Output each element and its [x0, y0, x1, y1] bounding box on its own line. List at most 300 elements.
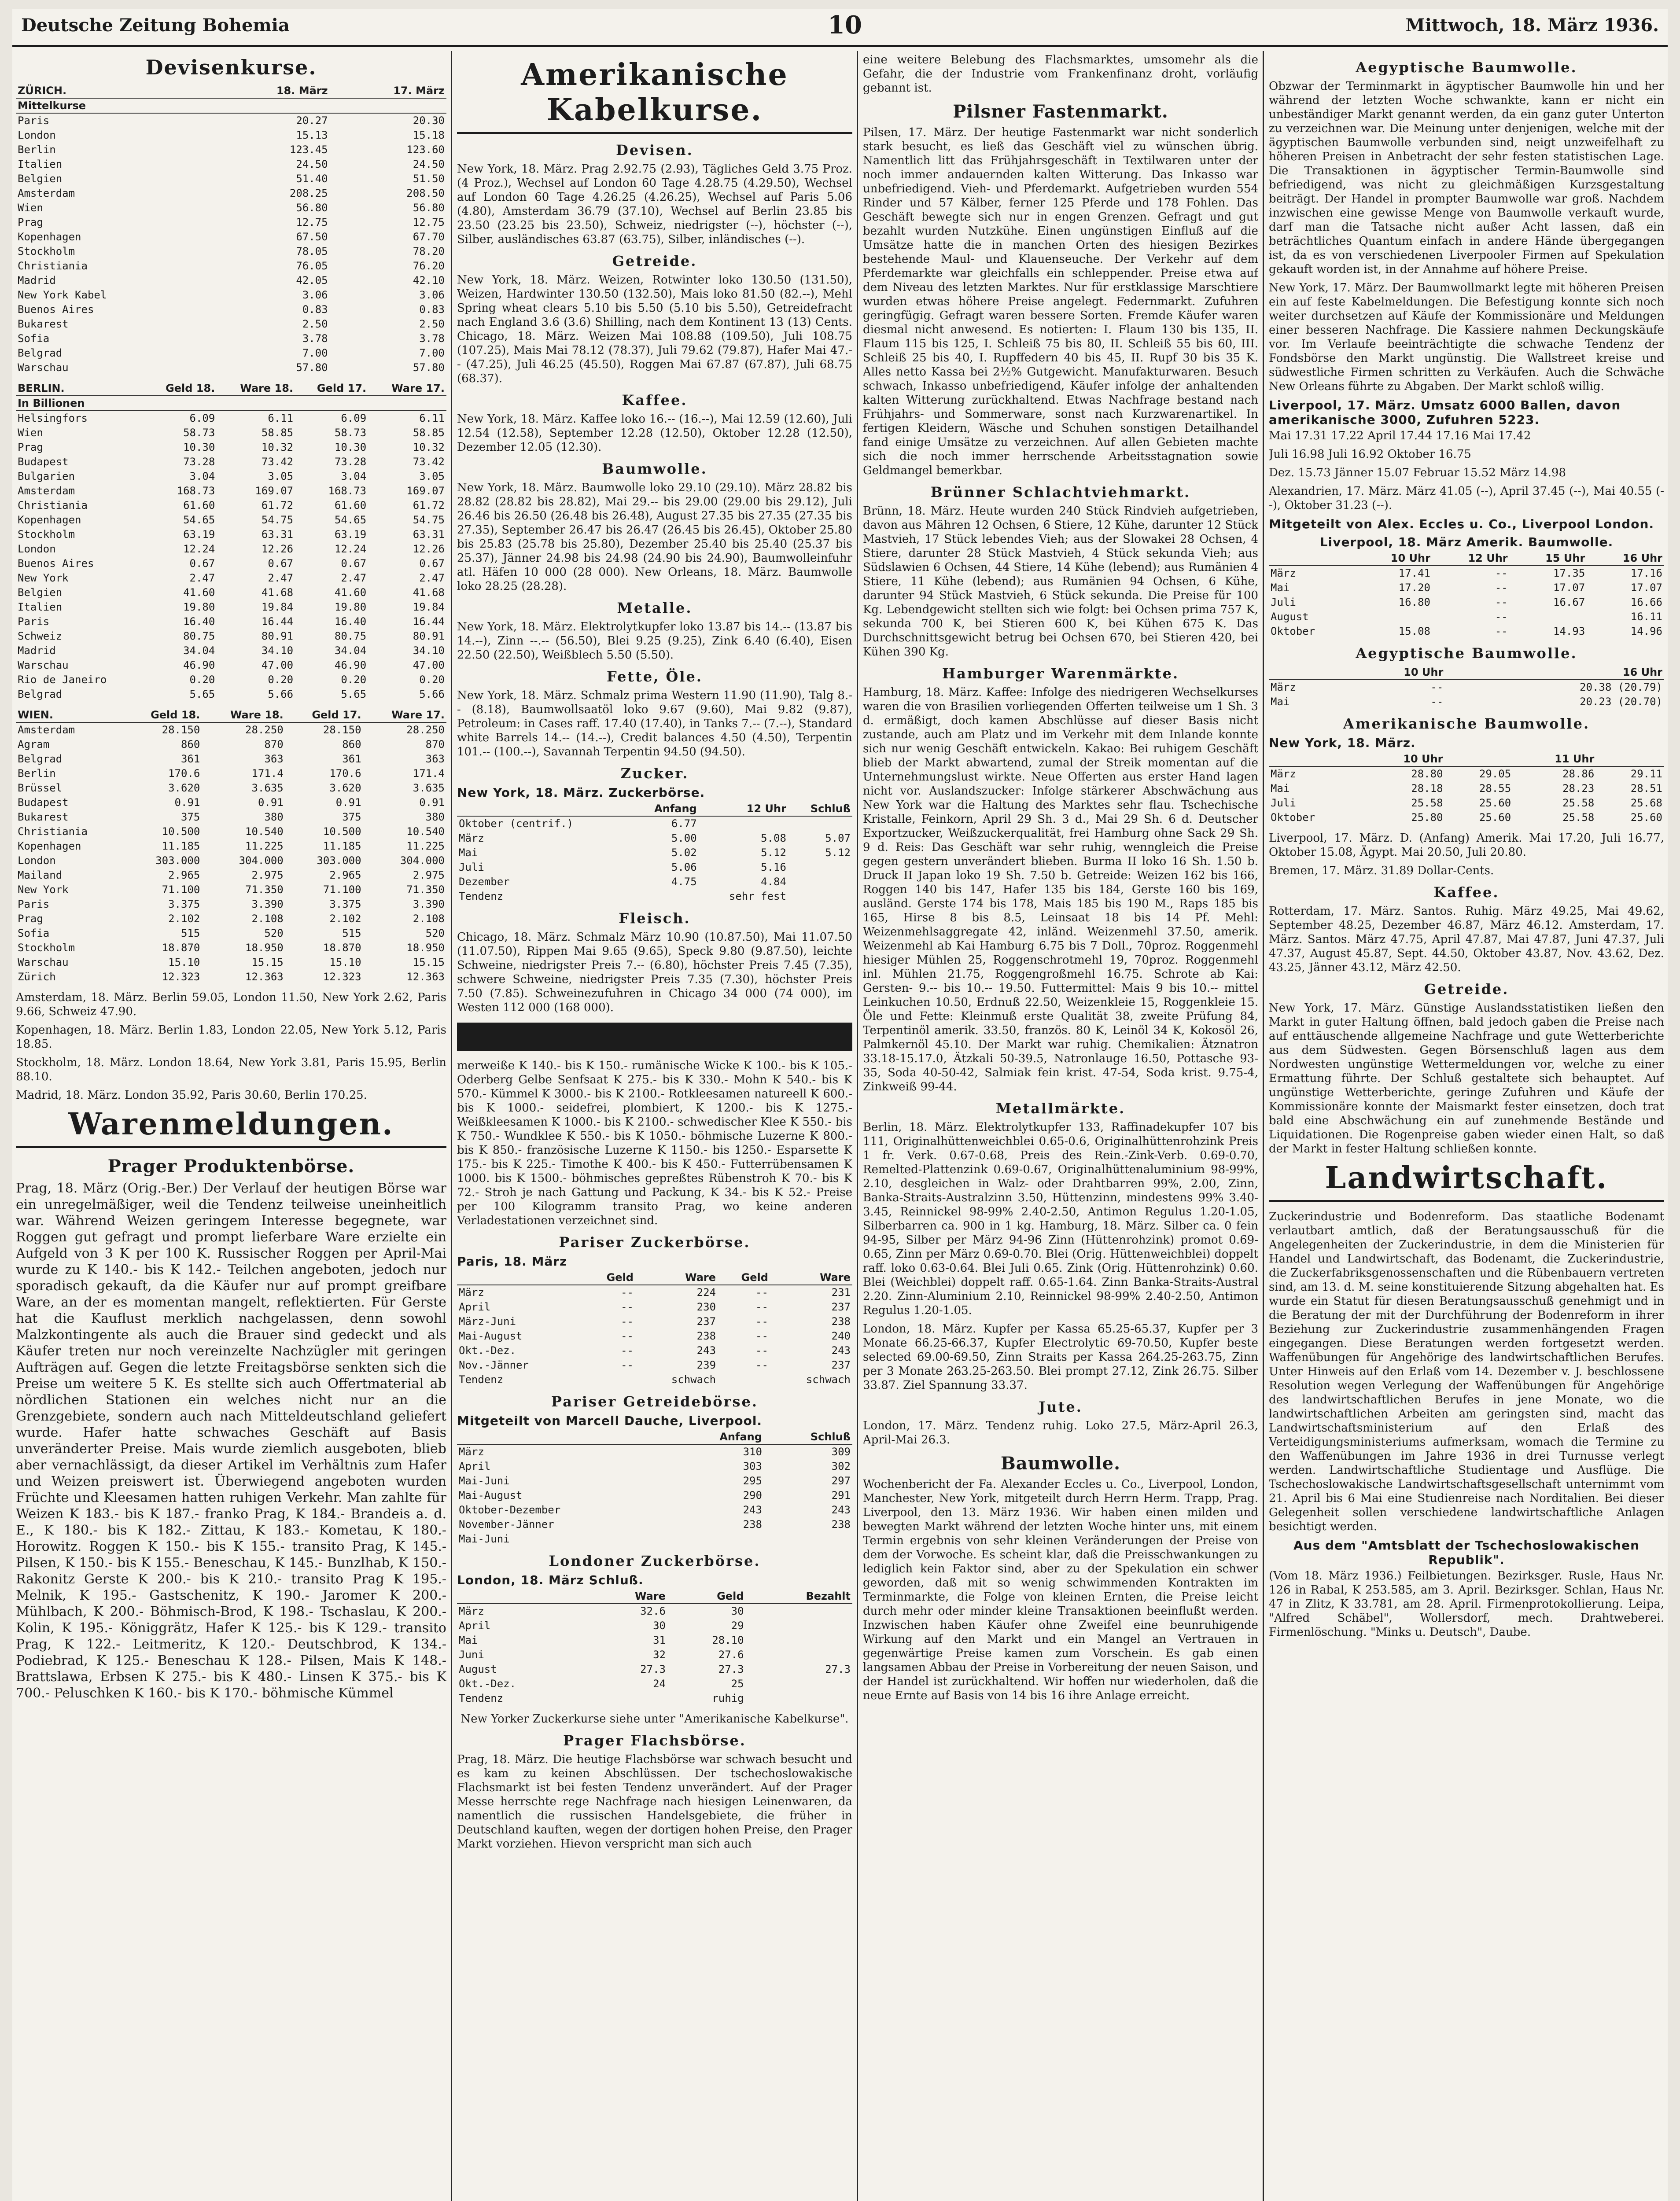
table-header: Ware — [592, 1589, 667, 1604]
rate-cell: 3.390 — [251, 898, 284, 910]
liverpool-line: Liverpool, 17. März. Umsatz 6000 Ballen, davon amerikanische 3000, Zufuhren 5223. — [1269, 398, 1621, 427]
rate-cell: 231 — [831, 1286, 851, 1299]
rate-cell: 860 — [342, 738, 361, 751]
rate-cell: -- — [1495, 582, 1508, 594]
table-header: 10 Uhr — [1355, 551, 1432, 566]
getreide-heading: Getreide. — [612, 253, 697, 269]
rate-cell: -- — [621, 1359, 634, 1371]
table-row — [457, 1358, 852, 1373]
rate-cell: 302 — [831, 1460, 851, 1472]
rate-cell: 28.18 — [1411, 782, 1443, 795]
rate-cell: 47.00 — [261, 659, 294, 671]
rate-cell: -- — [621, 1330, 634, 1342]
page-number: 10 — [828, 11, 862, 40]
table-row — [16, 824, 446, 839]
wien-rates-table — [16, 708, 446, 984]
metalle-report: New York, 18. März. Elektrolytkupfer loko 13.87 bis 14.-- (13.87 bis 14.--), Zinn --.-- (56.50), Blei 9.25 (9.25), Zink 6.40 (6.40), Eisen 22.50 (22.50), Weißblech 5.50 (5.50). — [457, 620, 852, 662]
rate-cell: 57.80 — [296, 361, 328, 374]
rate-cell: 3.05 — [268, 470, 294, 482]
rate-cell: 4.75 — [671, 876, 697, 888]
ny-cotton-report: New York, 17. März. Der Baumwollmarkt legte mit höheren Preisen ein auf feste Kabelmeldungen. Die Befestigung konnte sich noch weiter durchsetzen auf Käufe der Kommissionäre und Meldungen einer besseren Nachfrage. Die Kassiere nahmen Deckungskäufe vor. Im Verlaufe beeinträchtigte die schwache Tendenz der Fondsbörse den Markt ungünstig. Die Wallstreet kreise und südwestliche Firmen schritten zu Verkäufen. Auch die Schwäche New Orleans führte zu Abgaben. Der Markt schloß willig. — [1269, 281, 1664, 393]
row-label: Mai — [459, 847, 478, 859]
row-label: Sofia — [18, 927, 50, 939]
table-row — [16, 302, 446, 317]
rate-cell: 10.30 — [183, 441, 215, 453]
table-header: BERLIN. — [16, 381, 144, 396]
row-label: Dezember — [459, 876, 510, 888]
american-cotton-subtitle: New York, 18. März. — [1269, 736, 1416, 750]
grain-exchange-table — [457, 1430, 852, 1546]
table-header: 16 Uhr — [1454, 665, 1664, 680]
rate-cell — [583, 1373, 635, 1387]
metalle-heading: Metalle. — [617, 600, 693, 616]
rate-cell: 3.78 — [302, 332, 328, 345]
rate-cell: 2.965 — [329, 869, 361, 881]
rate-cell: 3.05 — [419, 470, 445, 482]
paris-sugar-subtitle: Paris, 18. März — [457, 1254, 567, 1269]
rate-cell: 16.67 — [1553, 596, 1585, 608]
rate-cell: 16.11 — [1630, 611, 1662, 623]
rate-cell: 2.50 — [419, 318, 445, 330]
row-label: Tendenz — [459, 1373, 504, 1386]
rate-cell: 243 — [831, 1504, 851, 1516]
rate-cell: 73.42 — [413, 456, 445, 468]
row-label: Schweiz — [18, 630, 63, 642]
row-label: Mai-Juni — [459, 1533, 510, 1545]
rate-cell: 28.150 — [323, 724, 361, 736]
table-row — [457, 1285, 852, 1300]
rate-cell: -- — [621, 1301, 634, 1313]
rate-cell: 28.23 — [1562, 782, 1595, 795]
getreide-heading-2: Getreide. — [1424, 981, 1509, 997]
rate-cell: 2.108 — [251, 913, 284, 925]
grain-exchange-heading: Pariser Getreidebörse. — [551, 1393, 758, 1410]
rate-cell: 51.40 — [296, 173, 328, 185]
table-row — [16, 128, 446, 143]
table-row — [457, 1604, 852, 1619]
rate-cell: 29 — [731, 1619, 744, 1632]
rate-cell: 10.32 — [261, 441, 294, 453]
table-row — [457, 889, 852, 904]
rate-cell: 80.75 — [334, 630, 367, 642]
row-label: Budapest — [18, 456, 69, 468]
table-row — [16, 926, 446, 941]
rate-cell: 20.27 — [296, 114, 328, 127]
rate-cell: 28.80 — [1411, 768, 1443, 780]
prague-heading: Prager Produktenbörse. — [107, 1156, 355, 1177]
rate-cell: -- — [755, 1359, 768, 1371]
rate-cell: 12.323 — [162, 971, 200, 983]
devisen-heading: Devisen. — [616, 142, 693, 158]
rate-cell: 42.05 — [296, 274, 328, 287]
rate-cell — [764, 1532, 852, 1546]
table-row — [1269, 781, 1664, 796]
row-label: Oktober-Dezember — [459, 1504, 561, 1516]
row-label: November-Jänner — [459, 1518, 554, 1531]
rate-cell: 0.20 — [268, 674, 294, 686]
table-row — [16, 201, 446, 215]
rate-cell: 10.500 — [162, 825, 200, 838]
rate-cell: 303 — [743, 1460, 762, 1472]
row-label: März — [1271, 768, 1296, 780]
rate-cell: 56.80 — [413, 202, 445, 214]
row-label: New York Kabel — [18, 289, 107, 301]
rate-cell: 46.90 — [183, 659, 215, 671]
row-label: Belgien — [18, 173, 63, 185]
rate-cell: 5.08 — [761, 832, 786, 844]
rate-cell: 237 — [831, 1359, 851, 1371]
row-label: Belgrad — [18, 753, 63, 765]
table-row — [16, 556, 446, 571]
rate-cell: 6.77 — [671, 817, 697, 830]
rate-cell: 6.09 — [341, 412, 367, 424]
prague-report-continued: merweiße K 140.- bis K 150.- rumänische Wicke K 100.- bis K 105.- Oderberg Gelbe Senfsaat K 275.- bis K 330.- Mohn K 540.- bis K 570.- Kümmel K 3000.- bis K 2100.- Rotkleesamen natureell K 600.- bis K 1000.- seidefrei, plombiert, K 1200.- bis K 1275.- Weißkleesamen K 1000.- bis K 2100.- schwedischer Klee K 550.- bis K 750.- Wundklee K 550.- bis K 1050.- böhmische Luzerne K 800.- bis K 850.- französische Luzerne K 1150.- bis 1250.- Esparsette K 175.- bis K 225.- Timothe K 400.- bis K 450.- Futterrübensamen K 1000. bis K 1500.- böhmisches gepreßtes Rübenstroh K 70.- bis K 72.- Stroh je nach Gattung und Packung, K 34.- bis K 52.- Preise per 100 Kilogramm transito Prag, wo keine anderen Verladestationen verzeichnet sind. — [457, 1059, 852, 1227]
row-label: Amsterdam — [18, 485, 75, 497]
rate-cell: 25.68 — [1630, 797, 1662, 809]
misc-rates-line: Amsterdam, 18. März. Berlin 59.05, London 11.50, New York 2.62, Paris 9.66, Schweiz 47.90. — [16, 991, 446, 1018]
ny-sugar-table — [457, 802, 852, 904]
row-label: Stockholm — [18, 942, 75, 954]
table-row — [16, 941, 446, 955]
rate-cell: -- — [621, 1315, 634, 1328]
row-label: Christiania — [18, 825, 88, 838]
table-row — [16, 143, 446, 157]
row-label: Paris — [18, 615, 50, 628]
row-label: Helsingfors — [18, 412, 88, 424]
rate-cell: -- — [1495, 567, 1508, 579]
rate-cell: 2.102 — [168, 913, 200, 925]
rate-cell: 25.58 — [1562, 811, 1595, 824]
rate-cell: 25.80 — [1411, 811, 1443, 824]
rate-cell: 0.91 — [335, 796, 361, 809]
amtsblatt-heading: Aus dem "Amtsblatt der Tschechoslowakischen Republik". — [1293, 1538, 1640, 1567]
row-label: Amsterdam — [18, 187, 75, 199]
rate-cell — [746, 1691, 852, 1706]
rate-cell: 12.75 — [413, 216, 445, 228]
table-header: Geld — [667, 1589, 746, 1604]
rate-cell: 54.75 — [261, 514, 294, 526]
column-4 — [1269, 53, 1664, 2201]
rate-cell: 41.68 — [261, 586, 294, 599]
rate-cell: 34.10 — [413, 644, 445, 657]
table-row — [16, 273, 446, 288]
table-row — [1269, 680, 1664, 695]
rate-cell: 230 — [696, 1301, 716, 1313]
rate-cell — [1510, 610, 1587, 624]
metals-report: Berlin, 18. März. Elektrolytkupfer 133, Raffinadekupfer 107 bis 111, Originalhüttenweichblei 0.65-0.6, Originalhüttenrohzink Preis 1 fr. Verk. 0.67-0.68, Preis des Rein.-Zink-Verb. 0.69-0.70, Remelted-Plattenzink 0.69-0.67, Originalhüttenaluminium 98-99%, 2.10, desgleichen in Walz- oder Drahtbarren 99%, 2.00, Zinn, Banka-Straits-Australzinn 3.50, Hüttenzinn, mindestens 99% 3.40-3.45, Reinnickel 98-99% 2.40-2.50, Antimon Regulus 1.20-1.05, Silberbarren ca. 900 in 1 kg. Hamburg, 18. März. Silber ca. 0 fein 94-95, Silber per März 94-96 Zinn (Hüttenrohzink) promot 0.69-0.65, Zinn per März 0.69-0.70. Blei (Orig. Hüttenweichblei) doppelt raff. loko 0.63-0.64. Blei Juli 0.65. Zink (Orig. Hüttenrohzink) 0.60. Blei (Weichblei) doppelt raff. 0.65-1.64. Zinn Banka-Straits-Austral 2.20. Zinn-Aluminium 2.10, Reinnickel 98-99% 2.40-2.50, Antimon Regulus 1.20-1.05. — [863, 1121, 1258, 1317]
table-row — [16, 157, 446, 172]
table-row — [16, 455, 446, 469]
table-row — [16, 687, 446, 702]
rate-cell: 61.72 — [413, 499, 445, 512]
rate-cell: 17.07 — [1630, 582, 1662, 594]
rate-cell: 0.20 — [419, 674, 445, 686]
rate-cell: 27.6 — [718, 1649, 744, 1661]
rate-cell: 61.72 — [261, 499, 294, 512]
berlin-rates-table — [16, 381, 446, 702]
row-label: Madrid — [18, 644, 56, 657]
rate-cell: 520 — [425, 927, 445, 939]
flachs-report: Prag, 18. März. Die heutige Flachsbörse war schwach besucht und es kam zu keinen Abschlüssen. Der tschechoslowakische Flachsmarkt ist bei festen Tendenz unverändert. Auf der Prager Messe herrschte rege Nachfrage nach hiesigen Leinenwaren, da namentlich die russischen Handelsgebiete, die früher in Deutschland kauften, wegen der dortigen hohen Preise, den Prager Markt vorziehen. Hievon verspricht man sich auch — [457, 1753, 852, 1851]
rate-cell: 6.09 — [189, 412, 215, 424]
rate-cell: 3.04 — [189, 470, 215, 482]
rate-cell: 51.50 — [413, 173, 445, 185]
row-label: Mai-August — [459, 1489, 523, 1502]
rate-cell: 2.50 — [302, 318, 328, 330]
rate-cell: 10.32 — [413, 441, 445, 453]
newspaper-page — [12, 9, 1668, 2201]
rate-cell: 31 — [653, 1634, 666, 1646]
table-row — [16, 644, 446, 658]
rate-cell: 0.91 — [419, 796, 445, 809]
rate-cell: 57.80 — [413, 361, 445, 374]
table-header: Schluß — [788, 802, 852, 816]
table-row — [16, 955, 446, 970]
row-label: Oktober (centrif.) — [459, 817, 574, 830]
kaffee-report-2: Rotterdam, 17. März. Santos. Ruhig. März 49.25, Mai 49.62, September 48.25, Dezember 46.87, März 46.12. Amsterdam, 17. März. Santos. März 47.75, April 47.87, Mai 47.87, Juni 47.37, Juli 47.37, August 45.87, Sept. 44.50, Oktober 43.87, Nov. 43.62, Dez. 43.25, Jänner 43.12, März 42.50. — [1269, 905, 1664, 974]
liverpool-quote-row: Mai 17.31 17.22 April 17.44 17.16 Mai 17.42 — [1269, 429, 1531, 442]
table-header: Schluß — [764, 1430, 852, 1444]
bruenn-report: Brünn, 18. März. Heute wurden 240 Stück Rindvieh aufgetrieben, davon aus Mähren 12 Ochsen, 6 Stiere, 12 Kühe, darunter 12 Stück Mastvieh, 17 Stück lebendes Vieh; aus der Slowakei 28 Ochsen, 4 Stiere, darunter 28 Stück Mastvieh, 4 Stück sekunda Vieh; aus Südslawien 6 Ochsen, 44 Stiere, 14 Kühe (lebend); aus Rumänien 4 Stiere, 11 Kühe (lebend); aus Rumänien 94 Ochsen, 6 Kühe, darunter 94 Stück Mastvieh, 6 Stück sekunda. Die Preise für 100 Kg. Lebendgewicht stellten sich wie folgt: bei Ochsen prima 757 K, sekunda 700 K, bei Stieren 600 K, bei Kühen 675 K. Das Durchschnittsgewicht betrug bei Ochsen 670, bei Stieren 420, bei Kühen 390 Kg. — [863, 504, 1258, 659]
jute-heading: Jute. — [1039, 1399, 1083, 1415]
rate-cell: 18.950 — [406, 942, 445, 954]
rate-cell: 34.04 — [183, 644, 215, 657]
rate-cell: 54.75 — [413, 514, 445, 526]
row-label: New York — [18, 572, 69, 584]
row-label: New York — [18, 883, 69, 896]
rate-cell: 363 — [264, 753, 284, 765]
table-header: Anfang — [631, 802, 699, 816]
getreide-report-2: New York, 17. März. Günstige Auslandsstatistiken ließen den Markt in guter Haltung öffnen, bald jedoch gaben die Preise nach auf enttäuschende allgemeine Nachfrage und gute Wetterberichte aus dem Südwesten. Gegen Börsenschluß lagen aus dem Nordwesten ungünstige Wettermeldungen vor, welche zu einer Ermattung führte. Der Schluß gestaltete sich behauptet. Auf ungünstige Wetterberichte, geringe Zufuhren und Käufe der Kommissionäre konnte der Maismarkt fester einsetzen, doch trat bald eine Abschwächung ein auf zunehmende Bestände und Liquidationen. Die Rogenpreise gaben wieder einen Halt, so daß der Markt in fester Haltung schließen konnte. — [1269, 1001, 1664, 1156]
rate-cell: 28.150 — [162, 724, 200, 736]
alexandria-line: Alexandrien, 17. März. März 41.05 (--), April 37.45 (--), Mai 40.55 (--), Oktober 31.23 (--). — [1269, 485, 1664, 512]
table-row — [1269, 624, 1664, 639]
rate-cell: 58.85 — [413, 427, 445, 439]
table-header: 12 Uhr — [699, 802, 788, 816]
table-row — [1269, 810, 1664, 825]
liverpool-quote-row: Juli 16.98 Juli 16.92 Oktober 16.75 — [1269, 448, 1471, 461]
rate-cell: 16.40 — [183, 615, 215, 628]
metals-heading: Metallmärkte. — [995, 1100, 1126, 1117]
table-row — [1269, 566, 1664, 581]
table-row — [16, 673, 446, 687]
rate-cell: 24.50 — [296, 158, 328, 170]
rate-cell: 14.93 — [1553, 625, 1585, 637]
rate-cell: 208.50 — [406, 187, 445, 199]
rate-cell: 0.67 — [268, 557, 294, 570]
table-row — [457, 1373, 852, 1387]
table-row — [457, 1474, 852, 1488]
row-label: London — [18, 129, 56, 141]
row-label: Warschau — [18, 361, 69, 374]
rate-cell — [788, 816, 852, 831]
rate-cell: 0.67 — [419, 557, 445, 570]
rate-cell — [1355, 610, 1432, 624]
table-row — [16, 361, 446, 375]
rate-cell: 123.45 — [289, 144, 328, 156]
row-label: April — [459, 1301, 491, 1313]
table-header: 15 Uhr — [1510, 551, 1587, 566]
rate-cell: 361 — [181, 753, 200, 765]
row-label: Belgrad — [18, 347, 63, 359]
rate-cell: 41.60 — [183, 586, 215, 599]
table-row — [457, 1633, 852, 1648]
rate-cell: 363 — [425, 753, 445, 765]
rate-cell: 2.975 — [251, 869, 284, 881]
rate-cell: 237 — [831, 1301, 851, 1313]
row-label: Belgien — [18, 586, 63, 599]
table-row — [16, 868, 446, 883]
rate-cell: 54.65 — [334, 514, 367, 526]
rate-cell: 27.3 — [640, 1663, 666, 1675]
row-label: Juli — [459, 861, 484, 873]
row-label: Christiania — [18, 260, 88, 272]
rate-cell: 15.13 — [296, 129, 328, 141]
table-header — [1445, 752, 1513, 766]
misc-rates-line: Stockholm, 18. März. London 18.64, New York 3.81, Paris 15.95, Berlin 88.10. — [16, 1056, 446, 1083]
rate-cell: schwach — [806, 1373, 851, 1386]
london-sugar-subtitle: London, 18. März Schluß. — [457, 1573, 644, 1587]
flachs-report-continued: eine weitere Belebung des Flachsmarktes, umsomehr als die Gefahr, die der Industrie vom Frankenfinanz droht, vorläufig gebannt ist. — [863, 53, 1258, 95]
rate-cell: 80.91 — [413, 630, 445, 642]
table-row — [16, 331, 446, 346]
rate-cell: 2.47 — [341, 572, 367, 584]
table-header: Ware — [770, 1270, 852, 1285]
rate-cell: -- — [1430, 681, 1444, 693]
rate-cell: 6.11 — [419, 412, 445, 424]
rate-cell: 76.20 — [413, 260, 445, 272]
column-1 — [16, 53, 446, 2201]
table-header — [1269, 665, 1340, 680]
row-label: Oktober — [1271, 811, 1315, 824]
london-sugar-heading: Londoner Zuckerbörse. — [549, 1553, 761, 1569]
row-label: Berlin — [18, 767, 56, 780]
column-3 — [863, 53, 1258, 2201]
american-cotton-rows — [1269, 766, 1664, 825]
table-row — [1269, 695, 1664, 709]
row-label: Brüssel — [18, 782, 63, 794]
rate-cell: 32 — [653, 1649, 666, 1661]
ny-sugar-note: New Yorker Zuckerkurse siehe unter "Amerikanische Kabelkurse". — [461, 1712, 849, 1726]
row-label: Italien — [18, 601, 63, 613]
rate-cell: 25.60 — [1479, 811, 1511, 824]
rate-cell: 870 — [264, 738, 284, 751]
rate-cell: 0.20 — [341, 674, 367, 686]
rate-cell: 5.65 — [189, 688, 215, 700]
rate-cell — [746, 1604, 852, 1619]
row-label: Budapest — [18, 796, 69, 809]
table-header: 10 Uhr — [1340, 665, 1445, 680]
rate-cell: 380 — [264, 811, 284, 823]
rate-cell: 3.375 — [168, 898, 200, 910]
row-label: Nov.-Jänner — [459, 1359, 529, 1371]
rate-cell: 3.78 — [419, 332, 445, 345]
table-row — [16, 186, 446, 201]
table-row — [16, 752, 446, 766]
rate-cell: 15.18 — [413, 129, 445, 141]
rate-cell: 18.950 — [245, 942, 284, 954]
rate-cell: 5.65 — [341, 688, 367, 700]
row-label: Italien — [18, 158, 63, 170]
table-row — [16, 585, 446, 600]
rate-cell: 168.73 — [328, 485, 367, 497]
table-row — [16, 600, 446, 615]
rate-cell: 25 — [731, 1678, 744, 1690]
table-header: Ware 18. — [217, 381, 295, 396]
rate-cell: 10.30 — [334, 441, 367, 453]
row-label: März — [1271, 681, 1296, 693]
table-row — [16, 513, 446, 527]
rate-cell: 11.185 — [162, 840, 200, 852]
rate-cell: 11.185 — [323, 840, 361, 852]
table-row — [457, 1517, 852, 1532]
table-row — [16, 527, 446, 542]
rate-cell: 243 — [831, 1344, 851, 1357]
table-header — [457, 802, 631, 816]
rate-cell: 67.50 — [296, 231, 328, 243]
row-label: Okt.-Dez. — [459, 1678, 516, 1690]
rate-cell — [671, 1532, 764, 1546]
row-label: Madrid — [18, 274, 56, 287]
table-header: Ware 17. — [363, 708, 446, 722]
rate-cell: 25.60 — [1630, 811, 1662, 824]
table-row — [457, 1488, 852, 1503]
table-header — [1269, 752, 1361, 766]
row-label: April — [459, 1619, 491, 1632]
row-label: Warschau — [18, 659, 69, 671]
rate-cell: 19.84 — [261, 601, 294, 613]
rate-cell: 71.350 — [406, 883, 445, 896]
baumwolle-heading: Baumwolle. — [602, 460, 707, 477]
rate-cell: 238 — [831, 1315, 851, 1328]
rate-cell: 3.635 — [251, 782, 284, 794]
table-row — [16, 795, 446, 810]
rate-cell: 42.10 — [413, 274, 445, 287]
rate-cell: 18.870 — [162, 942, 200, 954]
rate-cell: -- — [755, 1286, 768, 1299]
rate-cell: 11.225 — [245, 840, 284, 852]
bremen-line: Bremen, 17. März. 31.89 Dollar-Cents. — [1269, 864, 1494, 877]
table-row — [457, 816, 852, 831]
row-label: März — [1271, 567, 1296, 579]
table-row — [16, 722, 446, 737]
column-rule — [1263, 51, 1264, 2201]
row-label: Stockholm — [18, 245, 75, 258]
rate-cell: 5.66 — [268, 688, 294, 700]
kaffee-heading-2: Kaffee. — [1433, 884, 1499, 901]
row-label: Bukarest — [18, 318, 69, 330]
rate-cell: 27.3 — [718, 1663, 744, 1675]
rate-cell: 78.05 — [296, 245, 328, 258]
table-row — [457, 1444, 852, 1459]
row-label: März-Juni — [459, 1315, 516, 1328]
zucker-heading: Zucker. — [620, 765, 689, 782]
table-header: Geld 17. — [285, 708, 363, 722]
table-row — [16, 317, 446, 331]
row-label: London — [18, 854, 56, 867]
rate-cell — [592, 1691, 667, 1706]
row-label: April — [459, 1460, 491, 1472]
rate-cell: 63.31 — [261, 528, 294, 541]
table-row — [457, 1648, 852, 1662]
row-label: Mai — [1271, 582, 1290, 594]
rate-cell: 73.28 — [334, 456, 367, 468]
table-row — [16, 469, 446, 484]
table-header: 17. März — [330, 84, 446, 98]
rate-cell: 16.44 — [413, 615, 445, 628]
rate-cell: 67.70 — [413, 231, 445, 243]
rate-cell — [718, 1373, 770, 1387]
